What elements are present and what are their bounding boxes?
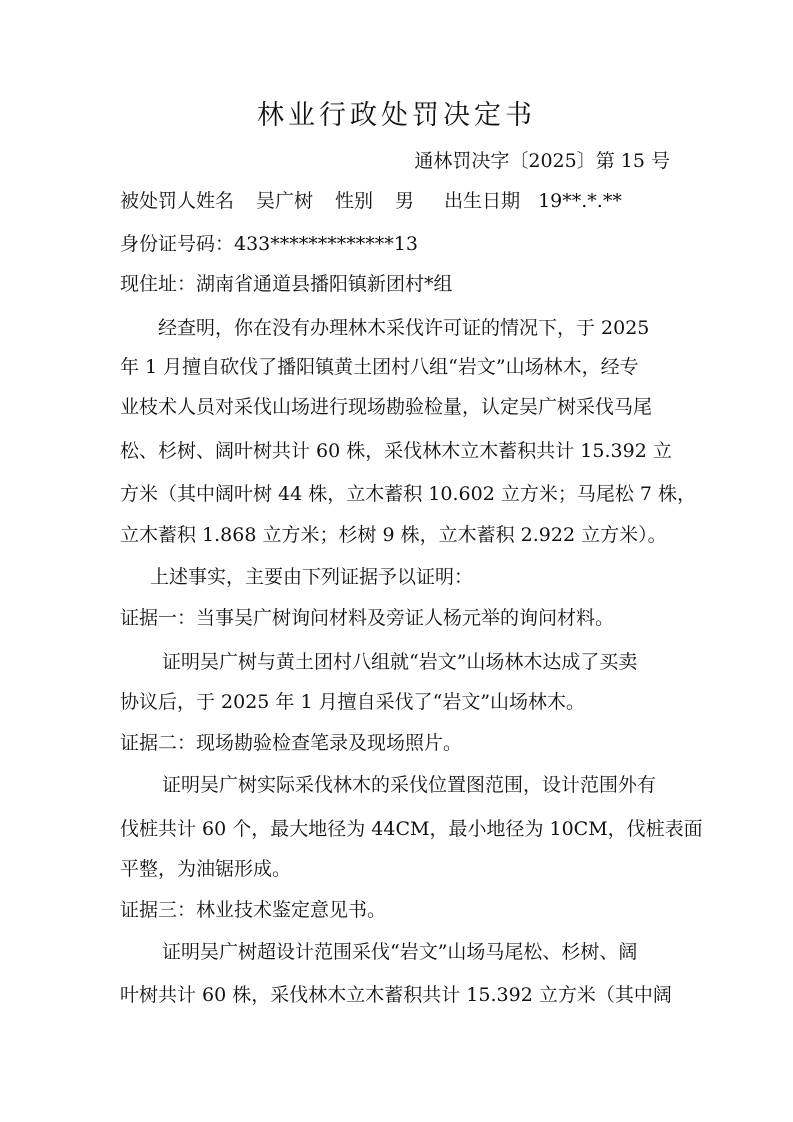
body-line: 平整，为油锯形成。 [120,858,292,880]
evidence-heading: 证据一：当事吴广树询问材料及旁证人杨元举的询问材料。 [120,607,615,629]
body-line: 协议后，于 2025 年 1 月擅自采伐了“岩文”山场林木。 [120,691,586,713]
evidence-heading: 证据三：林业技术鉴定意见书。 [120,899,387,921]
name-value: 吴广树 [256,190,314,212]
address-line: 现住址：湖南省通道县播阳镇新团村*组 [120,273,453,295]
birth-label: 出生日期 [444,190,521,212]
birth-value: 19**.*.** [538,190,622,212]
document-number: 通林罚决字〔2025〕第 15 号 [414,150,670,172]
document-title: 林业行政处罚决定书 [257,100,536,131]
body-line: 证明吴广树实际采伐林木的采伐位置图范围，设计范围外有 [162,774,657,796]
body-line: 松、杉树、阔叶树共计 60 株，采伐林木立木蓄积共计 15.392 立 [120,440,672,462]
body-line: 证明吴广树与黄土团村八组就“岩文”山场林木达成了买卖 [162,651,638,673]
id-number-line: 身份证号码：433*************13 [120,233,418,255]
evidence-heading: 证据二：现场勘验检查笔录及现场照片。 [120,732,463,754]
gender-label: 性别 [335,190,374,212]
body-line: 业枝术人员对采伐山场进行现场勘验检量，认定吴广树采伐马尾 [120,396,653,418]
name-label: 被处罚人姓名 [120,190,235,212]
body-line: 年 1 月擅自砍伐了播阳镇黄土团村八组“岩文”山场林木，经专 [120,356,639,378]
body-line: 叶树共计 60 株，采伐林木立木蓄积共计 15.392 立方米（其中阔 [120,984,672,1006]
party-info-line [120,184,680,218]
evidence-intro-line: 上述事实，主要由下列证据予以证明： [150,566,474,588]
body-line: 立木蓄积 1.868 立方米；杉树 9 株，立木蓄积 2.922 立方米）。 [120,524,667,546]
body-line: 方米（其中阔叶树 44 株，立木蓄积 10.602 立方米；马尾松 7 株， [120,483,696,505]
body-line: 经查明，你在没有办理林木采伐许可证的情况下，于 2025 [158,317,650,339]
body-line: 证明吴广树超设计范围采伐“岩文”山场马尾松、杉树、阔 [162,941,638,963]
gender-value: 男 [395,190,415,212]
body-line: 伐桩共计 60 个，最大地径为 44CM，最小地径为 10CM，伐桩表面 [120,818,703,840]
